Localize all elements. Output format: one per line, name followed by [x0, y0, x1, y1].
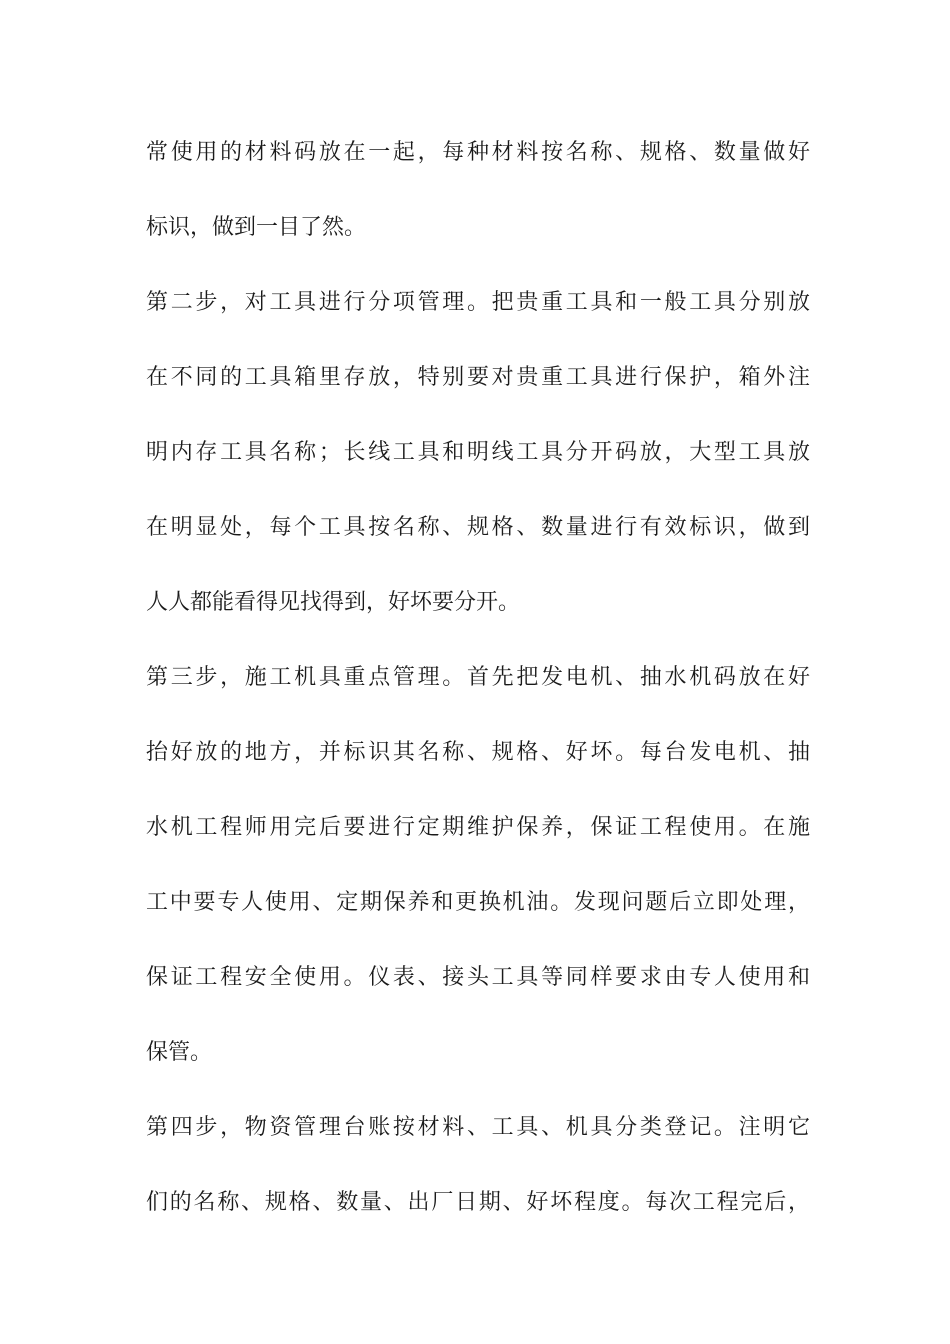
- text-line: 第二步，对工具进行分项管理。把贵重工具和一般工具分别放: [146, 290, 810, 315]
- text-line: 人人都能看得见找得到，好坏要分开。: [146, 590, 521, 615]
- text-line: 抬好放的地方，并标识其名称、规格、好坏。每台发电机、抽: [146, 740, 810, 765]
- text-line: 水机工程师用完后要进行定期维护保养，保证工程使用。在施: [146, 815, 810, 840]
- text-line: 第三步，施工机具重点管理。首先把发电机、抽水机码放在好: [146, 665, 810, 690]
- text-line: 常使用的材料码放在一起，每种材料按名称、规格、数量做好: [146, 140, 810, 165]
- text-line: 明内存工具名称；长线工具和明线工具分开码放，大型工具放: [146, 440, 810, 465]
- text-line: 第四步，物资管理台账按材料、工具、机具分类登记。注明它: [146, 1115, 810, 1140]
- text-line: 们的名称、规格、数量、出厂日期、好坏程度。每次工程完后，: [146, 1190, 810, 1215]
- text-line: 在明显处，每个工具按名称、规格、数量进行有效标识，做到: [146, 515, 810, 540]
- text-line: 保证工程安全使用。仪表、接头工具等同样要求由专人使用和: [146, 965, 810, 990]
- text-line: 在不同的工具箱里存放，特别要对贵重工具进行保护，箱外注: [146, 365, 810, 390]
- text-line: 工中要专人使用、定期保养和更换机油。发现问题后立即处理，: [146, 890, 810, 915]
- text-line: 标识，做到一目了然。: [146, 215, 367, 240]
- text-line: 保管。: [146, 1040, 213, 1065]
